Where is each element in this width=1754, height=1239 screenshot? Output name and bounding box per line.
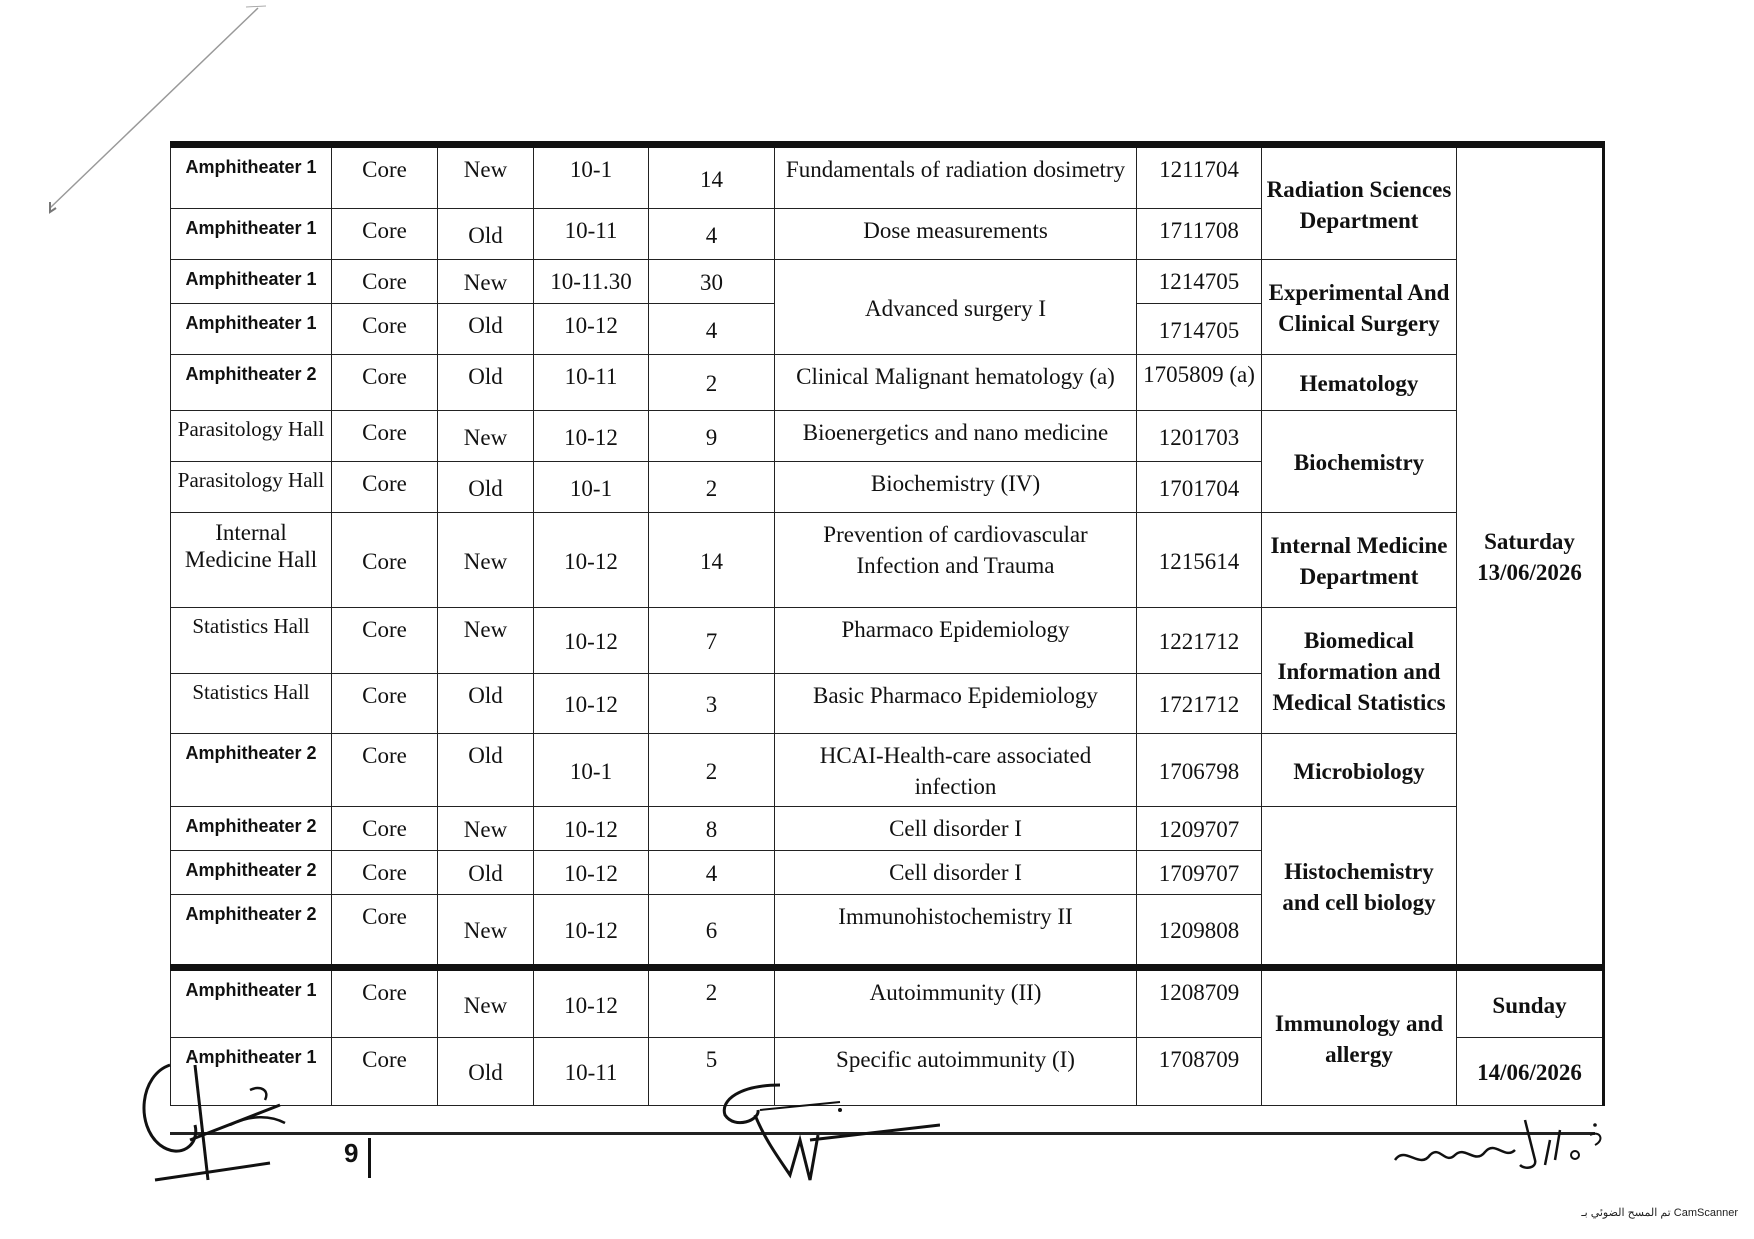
course-cell: Autoimmunity (II) [775,968,1137,1038]
hall-cell: Parasitology Hall [171,411,332,462]
type-cell: Core [332,355,438,411]
count-cell: 14 [649,513,775,608]
hall-cell: Amphitheater 1 [171,304,332,355]
time-cell: 10-11 [534,209,649,260]
status-cell: Old [438,355,534,411]
time-cell: 10-12 [534,608,649,674]
status-cell: New [438,608,534,674]
time-cell: 10-1 [534,462,649,513]
time-cell: 10-1 [534,734,649,807]
code-cell: 1705809 (a) [1137,355,1262,411]
count-cell: 14 [649,145,775,209]
course-cell: Biochemistry (IV) [775,462,1137,513]
code-cell: 1221712 [1137,608,1262,674]
status-cell: New [438,807,534,851]
type-cell: Core [332,513,438,608]
hall-cell: Amphitheater 1 [171,145,332,209]
type-cell: Core [332,968,438,1038]
hall-cell: Amphitheater 2 [171,734,332,807]
code-cell: 1706798 [1137,734,1262,807]
type-cell: Core [332,851,438,895]
course-cell: Dose measurements [775,209,1137,260]
course-cell: Clinical Malignant hematology (a) [775,355,1137,411]
code-cell: 1721712 [1137,674,1262,734]
day-date-sunday: 14/06/2026 [1457,1038,1604,1106]
department-cell: Immunology and allergy [1262,968,1457,1106]
course-cell: Pharmaco Epidemiology [775,608,1137,674]
count-cell: 4 [649,304,775,355]
status-cell: Old [438,1038,534,1106]
time-cell: 10-11.30 [534,260,649,304]
type-cell: Core [332,895,438,968]
course-cell: Cell disorder I [775,851,1137,895]
count-cell: 2 [649,734,775,807]
type-cell: Core [332,304,438,355]
hall-cell: Parasitology Hall [171,462,332,513]
table-row [171,807,1604,851]
count-cell: 7 [649,608,775,674]
status-cell: New [438,513,534,608]
department-cell: Hematology [1262,355,1457,411]
table-row [171,260,1604,304]
exam-schedule-table [170,141,1605,1106]
count-cell: 9 [649,411,775,462]
time-cell: 10-12 [534,304,649,355]
hall-cell: Amphitheater 1 [171,968,332,1038]
status-cell: Old [438,674,534,734]
table-row [171,513,1604,608]
department-cell: Biochemistry [1262,411,1457,513]
time-cell: 10-12 [534,851,649,895]
table-row [171,734,1604,807]
hall-cell: Amphitheater 1 [171,260,332,304]
status-cell: Old [438,851,534,895]
hall-cell: Statistics Hall [171,608,332,674]
status-cell: Old [438,209,534,260]
time-cell: 10-11 [534,1038,649,1106]
type-cell: Core [332,807,438,851]
type-cell: Core [332,674,438,734]
department-cell: Microbiology [1262,734,1457,807]
code-cell: 1215614 [1137,513,1262,608]
code-cell: 1209808 [1137,895,1262,968]
count-cell: 2 [649,968,775,1038]
type-cell: Core [332,145,438,209]
type-cell: Core [332,209,438,260]
status-cell: New [438,411,534,462]
time-cell: 10-11 [534,355,649,411]
course-cell: Basic Pharmaco Epidemiology [775,674,1137,734]
day-cell-saturday [1457,145,1604,968]
code-cell: 1701704 [1137,462,1262,513]
status-cell: Old [438,734,534,807]
code-cell: 1708709 [1137,1038,1262,1106]
type-cell: Core [332,411,438,462]
type-cell: Core [332,608,438,674]
signature-right [1385,1110,1635,1180]
count-cell: 8 [649,807,775,851]
hall-cell: Amphitheater 2 [171,851,332,895]
type-cell: Core [332,734,438,807]
course-cell: Fundamentals of radiation dosimetry [775,145,1137,209]
code-cell: 1714705 [1137,304,1262,355]
status-cell: New [438,145,534,209]
hall-cell: Amphitheater 2 [171,807,332,851]
page-number-divider [368,1138,371,1178]
count-cell: 30 [649,260,775,304]
time-cell: 10-12 [534,807,649,851]
time-cell: 10-12 [534,674,649,734]
table-row [171,145,1604,209]
code-cell: 1214705 [1137,260,1262,304]
table-row [171,608,1604,674]
time-cell: 10-12 [534,895,649,968]
count-cell: 4 [649,209,775,260]
course-cell: Specific autoimmunity (I) [775,1038,1137,1106]
course-cell: Prevention of cardiovascular Infection and Trauma [775,513,1137,608]
department-cell: Histochemistry and cell biology [1262,807,1457,968]
count-cell: 2 [649,355,775,411]
status-cell: New [438,260,534,304]
code-cell: 1201703 [1137,411,1262,462]
code-cell: 1211704 [1137,145,1262,209]
department-cell: Biomedical Information and Medical Statistics [1262,608,1457,734]
status-cell: Old [438,304,534,355]
type-cell: Core [332,1038,438,1106]
status-cell: New [438,968,534,1038]
scanner-watermark: تم المسح الضوئي بـ CamScanner [1581,1207,1738,1219]
table-row [171,355,1604,411]
course-cell: Cell disorder I [775,807,1137,851]
hall-cell: Amphitheater 2 [171,895,332,968]
count-cell: 2 [649,462,775,513]
code-cell: 1209707 [1137,807,1262,851]
footer-rule [170,1132,1595,1135]
code-cell: 1208709 [1137,968,1262,1038]
code-cell: 1711708 [1137,209,1262,260]
code-cell: 1709707 [1137,851,1262,895]
time-cell: 10-1 [534,145,649,209]
course-cell: Immunohistochemistry II [775,895,1137,968]
table-row [171,968,1604,1038]
time-cell: 10-12 [534,411,649,462]
type-cell: Core [332,462,438,513]
count-cell: 6 [649,895,775,968]
table-row [171,411,1604,462]
department-cell: Internal Medicine Department [1262,513,1457,608]
count-cell: 5 [649,1038,775,1106]
hall-cell: Internal Medicine Hall [171,513,332,608]
day-name: Saturday [1484,529,1575,554]
hall-cell: Amphitheater 1 [171,209,332,260]
status-cell: New [438,895,534,968]
department-cell: Radiation Sciences Department [1262,145,1457,260]
page-number: 9 [344,1138,359,1168]
course-cell: Advanced surgery I [775,260,1137,355]
time-cell: 10-12 [534,968,649,1038]
course-cell: HCAI-Health-care associated infection [775,734,1137,807]
department-cell: Experimental And Clinical Surgery [1262,260,1457,355]
time-cell: 10-12 [534,513,649,608]
day-date: 13/06/2026 [1477,560,1582,585]
hall-cell: Amphitheater 2 [171,355,332,411]
count-cell: 4 [649,851,775,895]
hall-cell: Statistics Hall [171,674,332,734]
type-cell: Core [332,260,438,304]
day-name-sunday: Sunday [1457,968,1604,1038]
count-cell: 3 [649,674,775,734]
course-cell: Bioenergetics and nano medicine [775,411,1137,462]
status-cell: Old [438,462,534,513]
hall-cell: Amphitheater 1 [171,1038,332,1106]
